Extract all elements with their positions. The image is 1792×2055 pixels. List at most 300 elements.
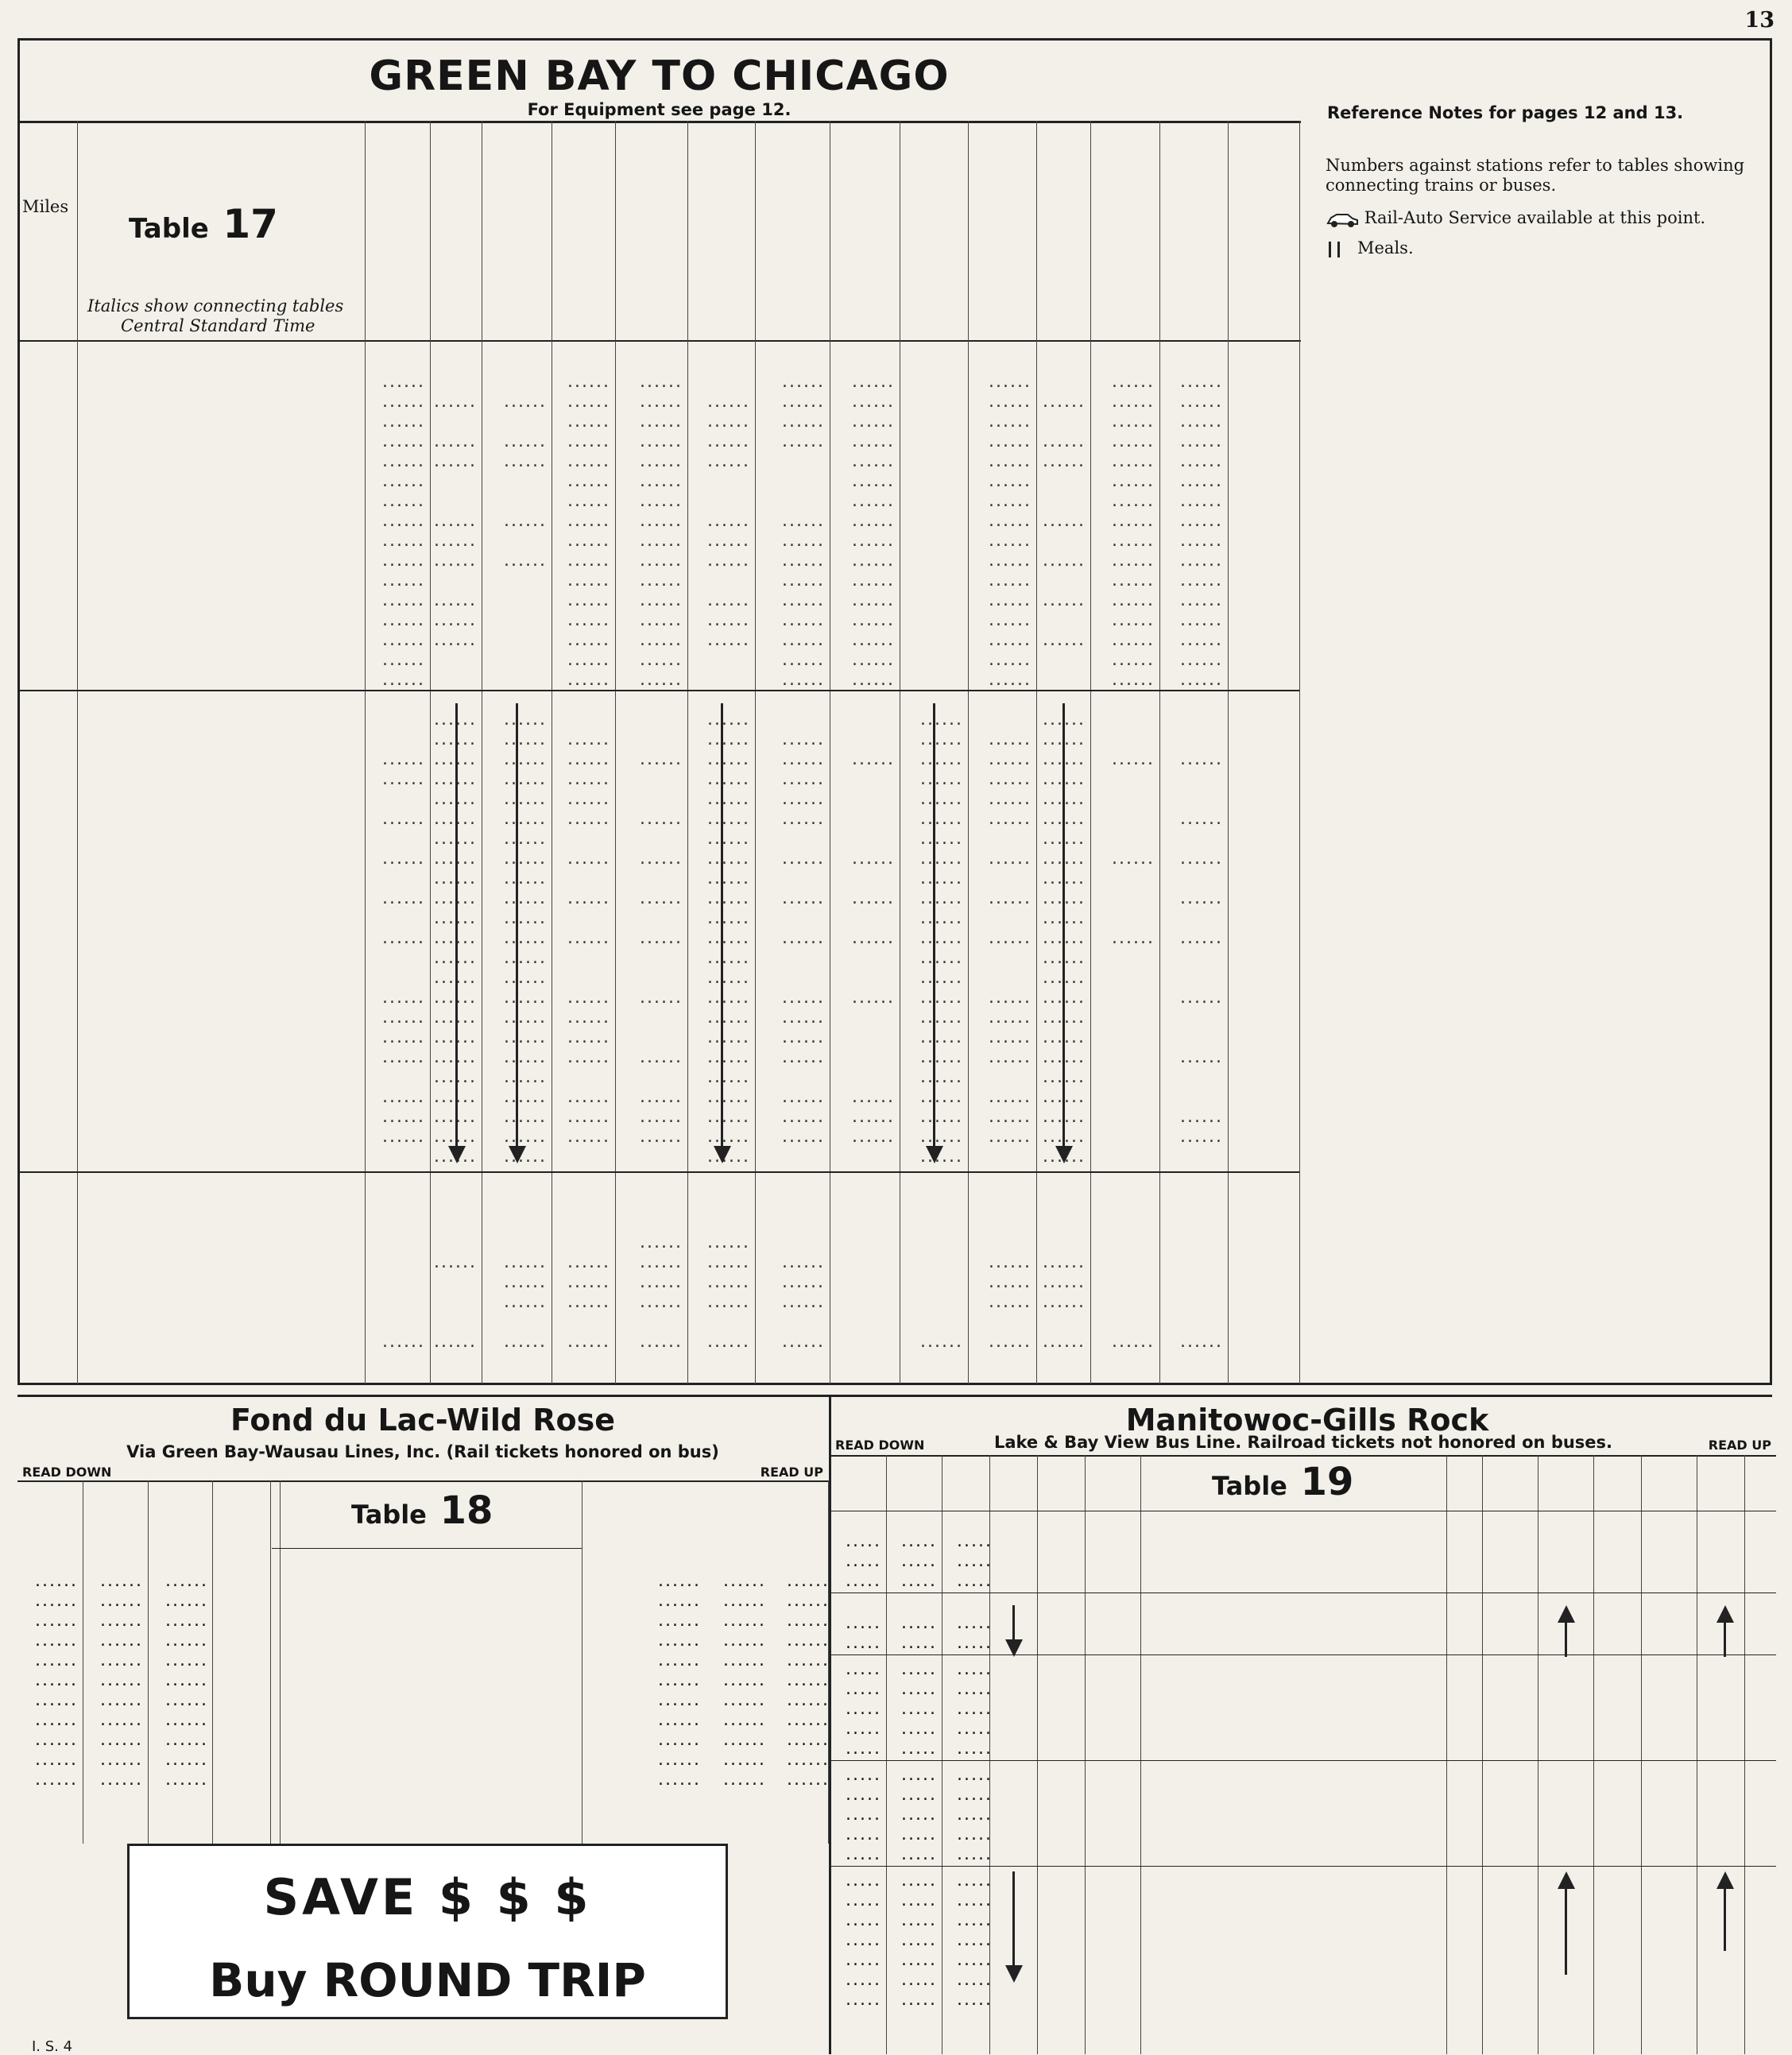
dot-leader: ...... bbox=[382, 1047, 425, 1067]
dot-leader: ...... bbox=[434, 1047, 477, 1067]
dot-leader: ...... bbox=[382, 551, 425, 571]
dot-leader: ..... bbox=[901, 1531, 937, 1551]
dot-leader: ...... bbox=[35, 1651, 78, 1670]
dot-leader: ...... bbox=[567, 1047, 610, 1067]
dot-leader: ...... bbox=[382, 988, 425, 1008]
dot-leader: ...... bbox=[567, 372, 610, 392]
table-number: 19 bbox=[1287, 1460, 1354, 1504]
column-rule bbox=[1085, 1455, 1086, 2054]
dot-leader: ...... bbox=[1180, 372, 1223, 392]
dot-leader: ...... bbox=[640, 551, 683, 571]
table-word: Table bbox=[1212, 1471, 1287, 1501]
dot-leader: ...... bbox=[920, 1147, 963, 1167]
dot-leader: ...... bbox=[1043, 1292, 1086, 1312]
dot-leader: ..... bbox=[846, 1930, 881, 1950]
dot-leader: ...... bbox=[567, 590, 610, 610]
dot-leader: ...... bbox=[504, 1127, 547, 1147]
dot-leader: ...... bbox=[382, 432, 425, 451]
dot-leader: ...... bbox=[1180, 571, 1223, 590]
dot-leader: ...... bbox=[782, 1332, 825, 1352]
miles-label: Miles bbox=[22, 197, 69, 216]
dot-leader: ...... bbox=[707, 829, 750, 849]
dot-leader: ...... bbox=[782, 531, 825, 551]
dot-leader: ...... bbox=[658, 1591, 701, 1611]
dot-leader: ...... bbox=[382, 511, 425, 531]
dot-leader: ...... bbox=[382, 412, 425, 432]
column-rule bbox=[212, 1480, 213, 1844]
dot-leader: ...... bbox=[640, 888, 683, 908]
dot-leader: ...... bbox=[920, 769, 963, 789]
dot-leader: ..... bbox=[846, 1844, 881, 1864]
dot-leader: ...... bbox=[920, 1087, 963, 1107]
dot-leader: ...... bbox=[434, 928, 477, 948]
dot-leader: ...... bbox=[852, 1107, 895, 1127]
dot-leader: ..... bbox=[901, 1679, 937, 1699]
dot-leader: ...... bbox=[1043, 749, 1086, 769]
dot-leader: ...... bbox=[382, 630, 425, 650]
table-number: 18 bbox=[426, 1488, 493, 1533]
column-rule bbox=[1037, 1455, 1038, 2054]
dot-leader: ...... bbox=[852, 590, 895, 610]
dot-leader: ...... bbox=[504, 551, 547, 571]
dot-leader: ...... bbox=[787, 1670, 830, 1690]
dot-leader: ...... bbox=[382, 670, 425, 690]
dot-leader: ...... bbox=[504, 849, 547, 869]
dot-leader: ...... bbox=[1112, 1332, 1155, 1352]
dot-leader: ..... bbox=[846, 1679, 881, 1699]
dot-leader: ...... bbox=[165, 1670, 208, 1690]
dot-leader: ...... bbox=[1112, 928, 1155, 948]
divider bbox=[17, 690, 1299, 691]
dot-leader: ..... bbox=[901, 1825, 937, 1844]
dot-leader: ...... bbox=[640, 630, 683, 650]
dot-leader: ...... bbox=[382, 650, 425, 670]
dot-leader: ...... bbox=[920, 928, 963, 948]
dot-leader: ...... bbox=[640, 749, 683, 769]
dot-leader: ...... bbox=[504, 1008, 547, 1028]
dot-leader: ...... bbox=[567, 471, 610, 491]
dot-leader: ...... bbox=[640, 432, 683, 451]
dot-leader: ...... bbox=[640, 809, 683, 829]
dot-leader: ...... bbox=[640, 849, 683, 869]
dot-leader: ...... bbox=[504, 392, 547, 412]
dot-leader: ...... bbox=[640, 1252, 683, 1272]
dot-leader: ...... bbox=[382, 809, 425, 829]
dot-leader: ...... bbox=[723, 1591, 766, 1611]
dot-leader: ...... bbox=[434, 869, 477, 888]
dot-leader: ...... bbox=[640, 451, 683, 471]
dot-leader: ...... bbox=[1180, 432, 1223, 451]
dot-leader: ..... bbox=[901, 1970, 937, 1990]
dot-leader: ...... bbox=[1180, 610, 1223, 630]
dot-leader: ...... bbox=[782, 610, 825, 630]
dot-leader: ..... bbox=[957, 1825, 993, 1844]
dot-leader: ...... bbox=[640, 650, 683, 670]
dot-leader: ..... bbox=[901, 1871, 937, 1891]
dot-leader: ...... bbox=[504, 988, 547, 1008]
dot-leader: ..... bbox=[901, 1551, 937, 1571]
dot-leader: ...... bbox=[1043, 988, 1086, 1008]
dot-leader: ...... bbox=[434, 1147, 477, 1167]
divider bbox=[830, 1654, 1776, 1655]
dot-leader: ...... bbox=[920, 988, 963, 1008]
dot-leader: ..... bbox=[846, 1765, 881, 1785]
dot-leader: ...... bbox=[567, 749, 610, 769]
dot-leader: ...... bbox=[852, 471, 895, 491]
table-17-label bbox=[129, 201, 278, 247]
column-rule bbox=[280, 1480, 281, 1844]
up-arrow-icon bbox=[1565, 1621, 1567, 1657]
dot-leader: ...... bbox=[434, 908, 477, 928]
dot-leader: ...... bbox=[1180, 491, 1223, 511]
dot-leader: ...... bbox=[782, 1252, 825, 1272]
dot-leader: ...... bbox=[567, 412, 610, 432]
dot-leader: ...... bbox=[434, 789, 477, 809]
dot-leader: ...... bbox=[567, 809, 610, 829]
table-19 bbox=[830, 1395, 1776, 2054]
dot-leader: ...... bbox=[1180, 928, 1223, 948]
dot-leader: ...... bbox=[434, 590, 477, 610]
dot-leader: ...... bbox=[165, 1710, 208, 1730]
dot-leader: ...... bbox=[567, 531, 610, 551]
dot-leader: ...... bbox=[782, 1028, 825, 1047]
dot-leader: ..... bbox=[901, 1739, 937, 1759]
dot-leader: ...... bbox=[782, 670, 825, 690]
dot-leader: ...... bbox=[504, 809, 547, 829]
dot-leader: ..... bbox=[957, 1699, 993, 1719]
dot-leader: ...... bbox=[567, 551, 610, 571]
dot-leader: ...... bbox=[1043, 928, 1086, 948]
dot-leader: ...... bbox=[989, 888, 1031, 908]
dot-leader: ...... bbox=[1180, 670, 1223, 690]
dot-leader: ...... bbox=[1112, 432, 1155, 451]
dot-leader: ...... bbox=[1043, 888, 1086, 908]
dot-leader: ...... bbox=[723, 1611, 766, 1631]
dot-leader: ...... bbox=[504, 1047, 547, 1067]
dot-leader: ...... bbox=[434, 511, 477, 531]
dot-leader: ..... bbox=[846, 1910, 881, 1930]
dot-leader: ...... bbox=[989, 630, 1031, 650]
dot-leader: ...... bbox=[382, 571, 425, 590]
dot-leader: ...... bbox=[504, 710, 547, 730]
dot-leader: ...... bbox=[787, 1611, 830, 1631]
column-rule bbox=[1482, 1455, 1483, 2054]
dot-leader: ...... bbox=[640, 1233, 683, 1252]
dot-leader: ...... bbox=[787, 1730, 830, 1750]
dot-leader: ...... bbox=[640, 412, 683, 432]
dot-leader: ...... bbox=[35, 1730, 78, 1750]
dot-leader: ...... bbox=[782, 1272, 825, 1292]
dot-leader: ...... bbox=[382, 769, 425, 789]
dot-leader: ...... bbox=[640, 392, 683, 412]
dot-leader: ...... bbox=[434, 432, 477, 451]
dot-leader: ..... bbox=[957, 1871, 993, 1891]
dot-leader: ...... bbox=[434, 1332, 477, 1352]
dot-leader: ...... bbox=[989, 1047, 1031, 1067]
dot-leader: ...... bbox=[434, 1008, 477, 1028]
dot-leader: ...... bbox=[567, 571, 610, 590]
dot-leader: ...... bbox=[989, 1292, 1031, 1312]
dot-leader: ...... bbox=[567, 670, 610, 690]
read-up-label: READ UP bbox=[1708, 1438, 1771, 1453]
dot-leader: ..... bbox=[846, 1551, 881, 1571]
dot-leader: ...... bbox=[567, 1252, 610, 1272]
dot-leader: ..... bbox=[901, 1805, 937, 1825]
dot-leader: ..... bbox=[846, 1613, 881, 1633]
read-down-label: READ DOWN bbox=[22, 1465, 112, 1480]
dot-leader: ...... bbox=[707, 789, 750, 809]
rail-auto-note bbox=[1326, 208, 1759, 228]
dot-leader: ...... bbox=[989, 610, 1031, 630]
dot-leader: ...... bbox=[640, 531, 683, 551]
dot-leader: ...... bbox=[707, 1292, 750, 1312]
dot-leader: ...... bbox=[1112, 392, 1155, 412]
dot-leader: ..... bbox=[846, 1633, 881, 1653]
dot-leader: ...... bbox=[1043, 1028, 1086, 1047]
table-17-title: GREEN BAY TO CHICAGO bbox=[369, 52, 950, 100]
dot-leader: ...... bbox=[782, 769, 825, 789]
dot-leader: ...... bbox=[920, 968, 963, 988]
up-arrow-icon bbox=[1724, 1887, 1726, 1951]
dot-leader: ...... bbox=[382, 1008, 425, 1028]
dot-leader: ...... bbox=[989, 1127, 1031, 1147]
dot-leader: ...... bbox=[640, 571, 683, 590]
dot-leader: ..... bbox=[957, 1531, 993, 1551]
dot-leader: ...... bbox=[1043, 511, 1086, 531]
dot-leader: ...... bbox=[787, 1770, 830, 1790]
dot-leader: ...... bbox=[35, 1631, 78, 1651]
dot-leader: ...... bbox=[1112, 670, 1155, 690]
dot-leader: ..... bbox=[957, 1739, 993, 1759]
dot-leader: ...... bbox=[640, 1127, 683, 1147]
dot-leader: ...... bbox=[989, 1087, 1031, 1107]
dot-leader: ...... bbox=[567, 1272, 610, 1292]
dot-leader: ...... bbox=[782, 888, 825, 908]
dot-leader: ...... bbox=[1180, 1107, 1223, 1127]
dot-leader: ...... bbox=[1180, 1332, 1223, 1352]
dot-leader: ...... bbox=[723, 1651, 766, 1670]
dot-leader: ..... bbox=[957, 1613, 993, 1633]
dot-leader: ...... bbox=[640, 610, 683, 630]
dot-leader: ...... bbox=[434, 809, 477, 829]
dot-leader: ...... bbox=[852, 849, 895, 869]
dot-leader: ...... bbox=[1043, 1127, 1086, 1147]
dot-leader: ...... bbox=[1043, 710, 1086, 730]
dot-leader: ..... bbox=[957, 1891, 993, 1910]
dot-leader: ...... bbox=[707, 412, 750, 432]
dot-leader: ..... bbox=[901, 1633, 937, 1653]
dot-leader: ...... bbox=[707, 988, 750, 1008]
dot-leader: ...... bbox=[504, 928, 547, 948]
dot-leader: ...... bbox=[1180, 451, 1223, 471]
dot-leader: ...... bbox=[567, 630, 610, 650]
dot-leader: ...... bbox=[707, 869, 750, 888]
up-arrow-icon bbox=[1724, 1621, 1726, 1657]
dot-leader: ...... bbox=[782, 789, 825, 809]
dot-leader: ...... bbox=[707, 849, 750, 869]
table-number: 17 bbox=[223, 201, 278, 247]
dot-leader: ...... bbox=[100, 1651, 143, 1670]
dot-leader: ...... bbox=[382, 451, 425, 471]
dot-leader: ...... bbox=[782, 1008, 825, 1028]
dot-leader: ...... bbox=[434, 610, 477, 630]
divider bbox=[17, 1171, 1299, 1173]
dot-leader: ...... bbox=[989, 372, 1031, 392]
divider bbox=[17, 1480, 828, 1482]
dot-leader: ...... bbox=[1043, 789, 1086, 809]
dot-leader: ...... bbox=[989, 670, 1031, 690]
dot-leader: ...... bbox=[782, 551, 825, 571]
meals-text: Meals. bbox=[1357, 238, 1414, 257]
dot-leader: ...... bbox=[707, 630, 750, 650]
dot-leader: ...... bbox=[1043, 730, 1086, 749]
dot-leader: ...... bbox=[1043, 432, 1086, 451]
dot-leader: ...... bbox=[707, 531, 750, 551]
read-up-label: READ UP bbox=[760, 1465, 823, 1480]
dot-leader: ...... bbox=[707, 948, 750, 968]
dot-leader: ...... bbox=[382, 471, 425, 491]
dot-leader: ...... bbox=[434, 769, 477, 789]
dot-leader: ...... bbox=[567, 1127, 610, 1147]
dot-leader: ...... bbox=[707, 1107, 750, 1127]
dot-leader: ...... bbox=[35, 1670, 78, 1690]
dot-leader: ...... bbox=[782, 432, 825, 451]
dot-leader: ...... bbox=[782, 412, 825, 432]
dot-leader: ...... bbox=[382, 372, 425, 392]
dot-leader: ...... bbox=[100, 1770, 143, 1790]
dot-leader: ...... bbox=[707, 610, 750, 630]
dot-leader: ...... bbox=[504, 1147, 547, 1167]
dot-leader: ...... bbox=[1180, 630, 1223, 650]
equipment-note: For Equipment see page 12. bbox=[527, 100, 791, 119]
arrowhead-icon bbox=[1558, 1605, 1575, 1623]
dot-leader: ...... bbox=[1043, 1252, 1086, 1272]
dot-leader: ...... bbox=[434, 392, 477, 412]
dot-leader: ...... bbox=[782, 730, 825, 749]
dot-leader: ...... bbox=[920, 1047, 963, 1067]
dot-leader: ...... bbox=[782, 1047, 825, 1067]
dot-leader: ..... bbox=[957, 1844, 993, 1864]
dot-leader: ...... bbox=[504, 769, 547, 789]
dot-leader: ...... bbox=[1112, 511, 1155, 531]
dot-leader: ...... bbox=[852, 392, 895, 412]
dot-leader: ...... bbox=[1180, 551, 1223, 571]
dot-leader: ...... bbox=[504, 888, 547, 908]
dot-leader: ...... bbox=[434, 451, 477, 471]
dot-leader: ..... bbox=[901, 1990, 937, 2010]
dot-leader: ...... bbox=[707, 730, 750, 749]
dot-leader: ...... bbox=[989, 571, 1031, 590]
dot-leader: ...... bbox=[707, 888, 750, 908]
dot-leader: ...... bbox=[640, 1087, 683, 1107]
dot-leader: ..... bbox=[901, 1699, 937, 1719]
dot-leader: ..... bbox=[957, 1805, 993, 1825]
dot-leader: ..... bbox=[957, 1679, 993, 1699]
footer-code: I. S. 4 bbox=[32, 2038, 73, 2055]
arrowhead-icon bbox=[509, 1146, 526, 1163]
dot-leader: ...... bbox=[504, 1252, 547, 1272]
italics-note: Italics show connecting tables bbox=[87, 296, 344, 315]
dot-leader: ..... bbox=[957, 1910, 993, 1930]
dot-leader: ...... bbox=[658, 1670, 701, 1690]
dot-leader: ...... bbox=[920, 1067, 963, 1087]
dot-leader: ...... bbox=[658, 1710, 701, 1730]
dot-leader: ...... bbox=[989, 789, 1031, 809]
dot-leader: ...... bbox=[567, 491, 610, 511]
dot-leader: ...... bbox=[1112, 590, 1155, 610]
arrowhead-icon bbox=[448, 1146, 466, 1163]
table-18-title: Fond du Lac-Wild Rose bbox=[230, 1403, 616, 1438]
dot-leader: ...... bbox=[640, 928, 683, 948]
promo-box bbox=[127, 1844, 728, 2019]
dot-leader: ...... bbox=[434, 988, 477, 1008]
dot-leader: ...... bbox=[35, 1571, 78, 1591]
dot-leader: ...... bbox=[920, 730, 963, 749]
dot-leader: ...... bbox=[100, 1750, 143, 1770]
dot-leader: ...... bbox=[707, 809, 750, 829]
dot-leader: ...... bbox=[504, 1332, 547, 1352]
divider bbox=[17, 340, 1301, 342]
dot-leader: ...... bbox=[382, 610, 425, 630]
dot-leader: ...... bbox=[165, 1750, 208, 1770]
dot-leader: ...... bbox=[567, 769, 610, 789]
dot-leader: ...... bbox=[35, 1770, 78, 1790]
dot-leader: ...... bbox=[434, 888, 477, 908]
dot-leader: ...... bbox=[1043, 1272, 1086, 1292]
dot-leader: ...... bbox=[1180, 511, 1223, 531]
dot-leader: ..... bbox=[846, 1990, 881, 2010]
dot-leader: ...... bbox=[434, 1067, 477, 1087]
dot-leader: ...... bbox=[504, 511, 547, 531]
dot-leader: ...... bbox=[989, 749, 1031, 769]
dot-leader: ...... bbox=[989, 1252, 1031, 1272]
dot-leader: ...... bbox=[989, 412, 1031, 432]
dot-leader: ...... bbox=[787, 1631, 830, 1651]
dot-leader: ...... bbox=[707, 392, 750, 412]
dot-leader: ...... bbox=[382, 1127, 425, 1147]
down-arrow-icon bbox=[455, 703, 458, 1149]
dot-leader: ...... bbox=[35, 1750, 78, 1770]
dot-leader: ...... bbox=[434, 1087, 477, 1107]
dot-leader: ...... bbox=[782, 392, 825, 412]
dot-leader: ...... bbox=[782, 571, 825, 590]
dot-leader: ...... bbox=[782, 749, 825, 769]
dot-leader: ...... bbox=[1112, 471, 1155, 491]
page-number: 13 bbox=[1744, 8, 1775, 33]
divider bbox=[830, 1455, 1776, 1457]
dot-leader: ...... bbox=[782, 1292, 825, 1312]
dot-leader: ...... bbox=[707, 551, 750, 571]
dot-leader: ...... bbox=[1043, 948, 1086, 968]
dot-leader: ...... bbox=[920, 1028, 963, 1047]
dot-leader: ...... bbox=[920, 1107, 963, 1127]
dot-leader: ...... bbox=[1112, 372, 1155, 392]
dot-leader: ...... bbox=[504, 1028, 547, 1047]
dot-leader: ..... bbox=[846, 1719, 881, 1739]
dot-leader: ...... bbox=[504, 829, 547, 849]
dot-leader: ..... bbox=[957, 1990, 993, 2010]
dot-leader: ...... bbox=[1043, 392, 1086, 412]
dot-leader: ...... bbox=[1180, 888, 1223, 908]
dot-leader: ...... bbox=[658, 1631, 701, 1651]
dot-leader: ...... bbox=[782, 1127, 825, 1147]
table-19-subtitle: Lake & Bay View Bus Line. Railroad tickets not honored on buses. bbox=[993, 1433, 1613, 1452]
divider bbox=[830, 1866, 1776, 1867]
dot-leader: ...... bbox=[567, 392, 610, 412]
dot-leader: ...... bbox=[658, 1750, 701, 1770]
dot-leader: ...... bbox=[1180, 392, 1223, 412]
dot-leader: ...... bbox=[1043, 769, 1086, 789]
